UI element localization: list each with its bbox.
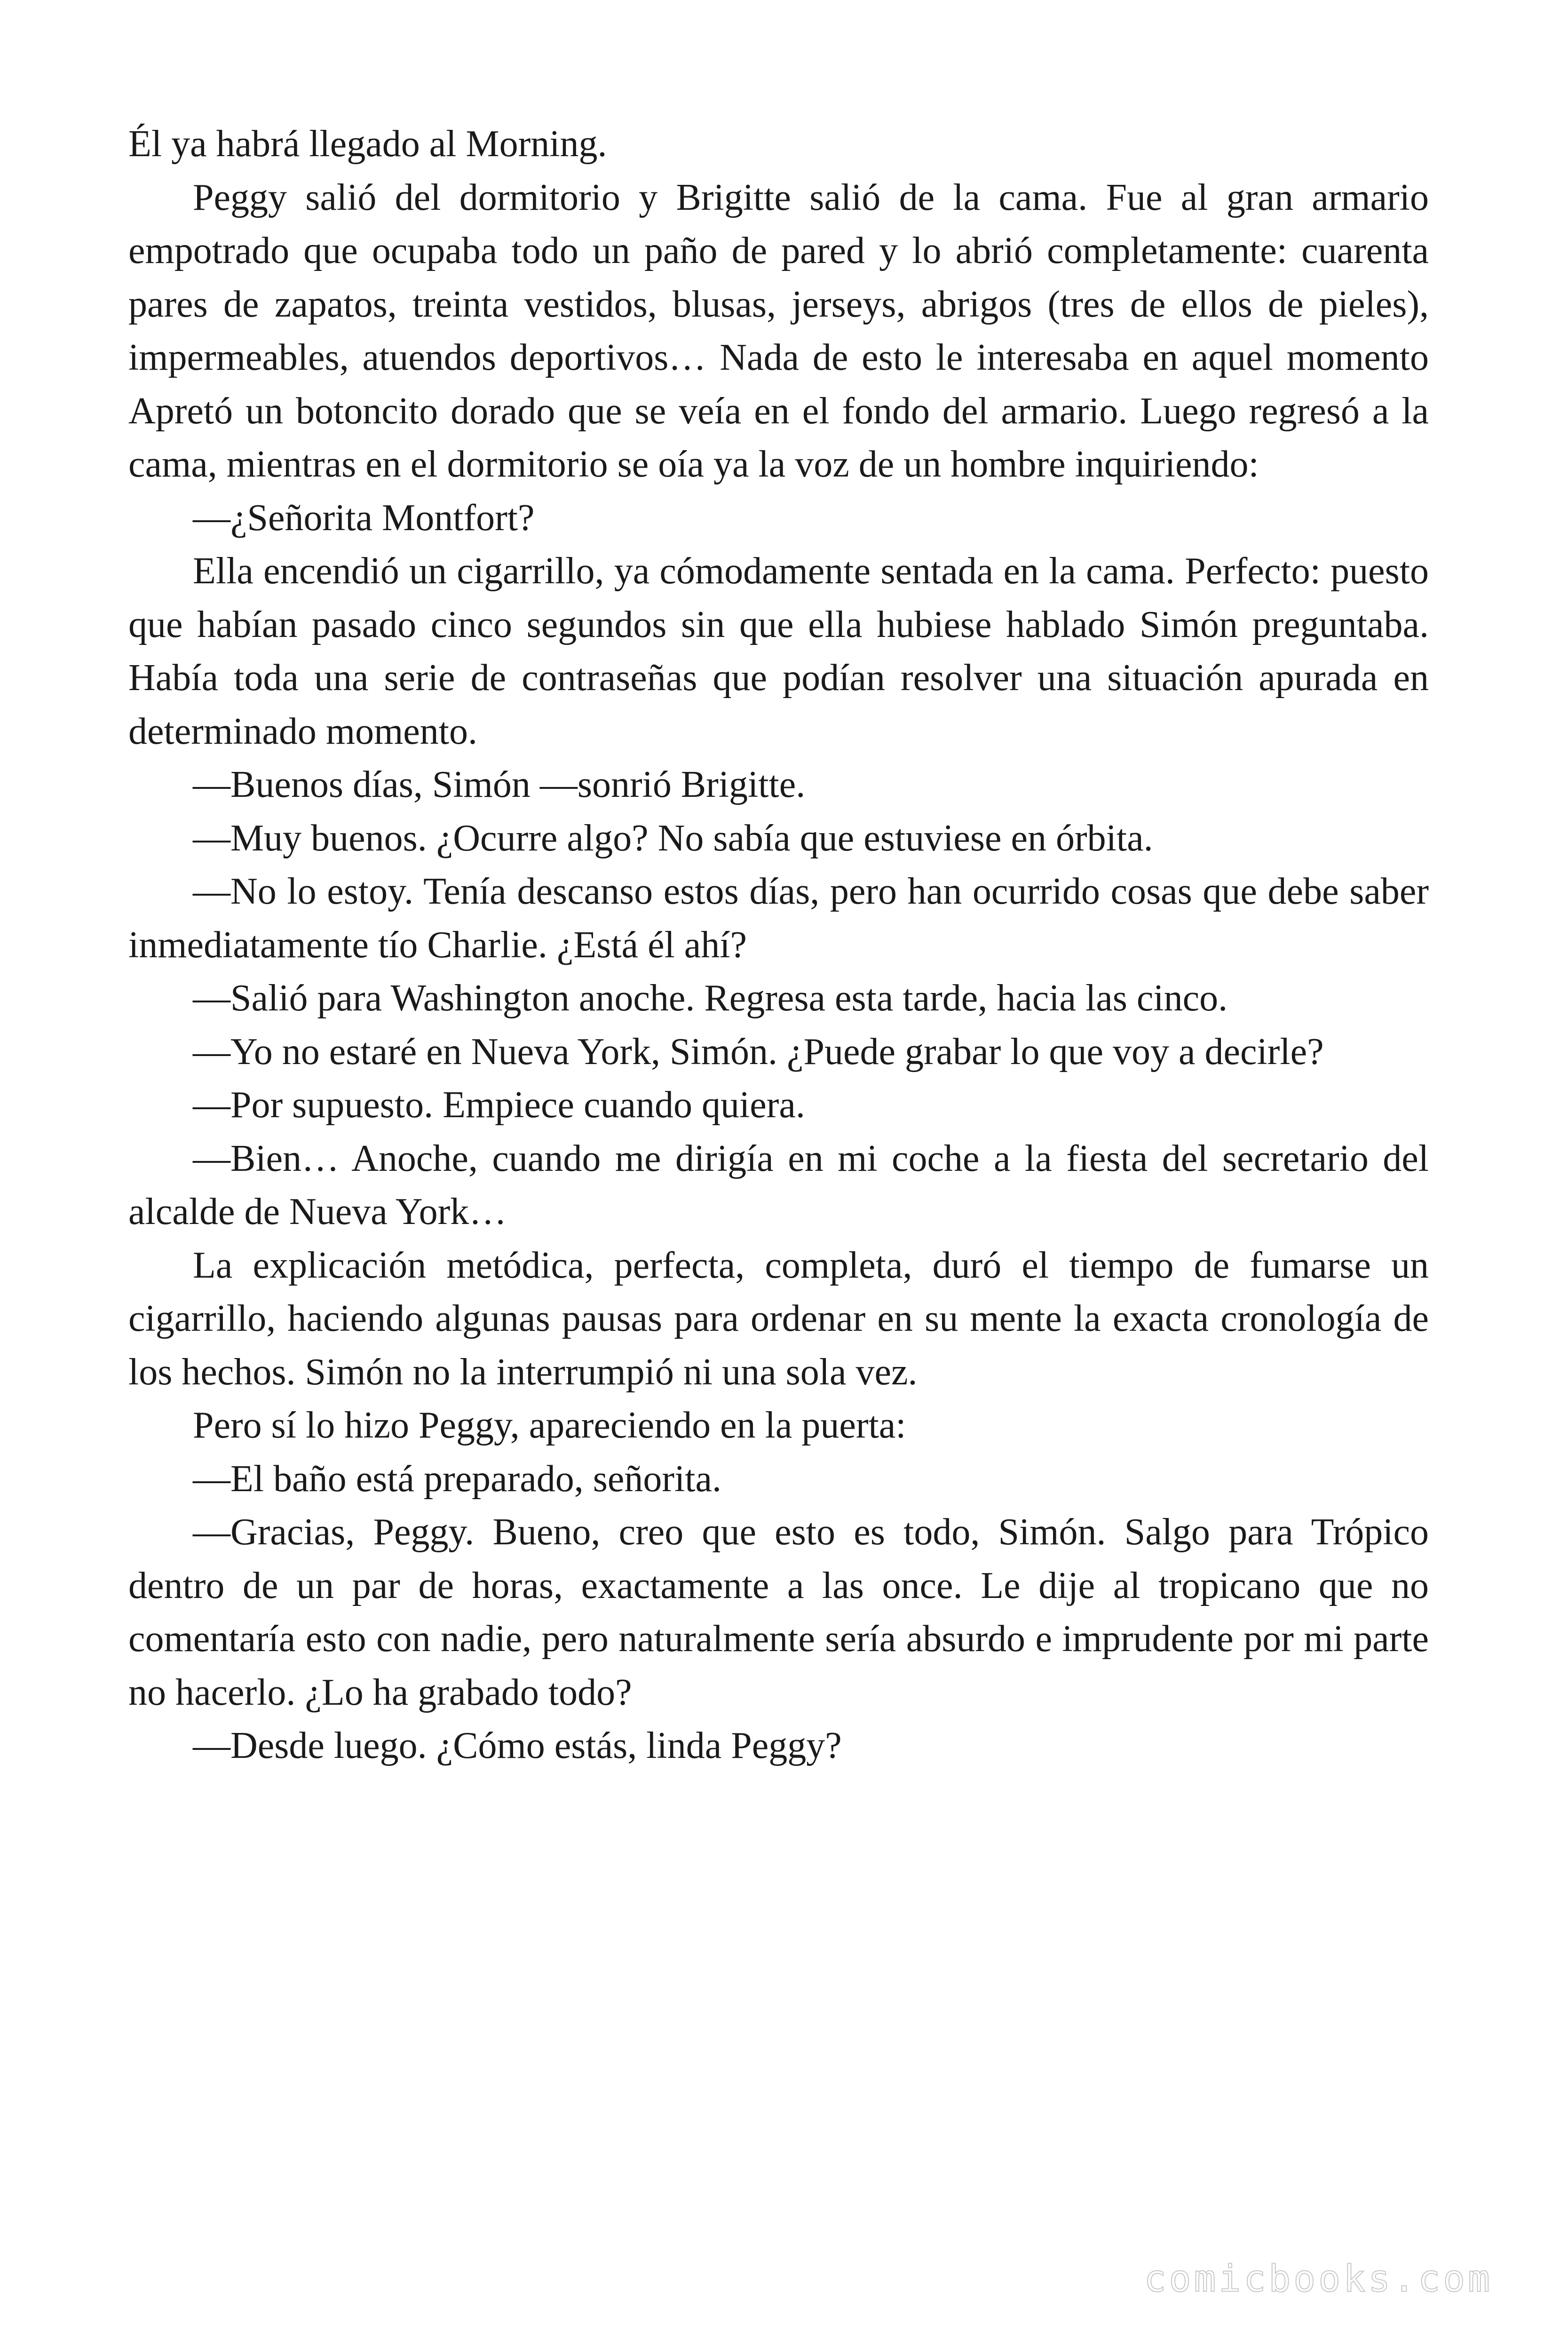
paragraph: —Yo no estaré en Nueva York, Simón. ¿Puede grabar lo que voy a decirle? bbox=[193, 1031, 1324, 1073]
paragraph: —Muy buenos. ¿Ocurre algo? No sabía que estuviese en órbita. bbox=[193, 817, 1153, 859]
paragraph: —El baño está preparado, señorita. bbox=[193, 1458, 722, 1500]
watermark: comicbooks.com bbox=[1144, 2258, 1493, 2300]
paragraph: —Por supuesto. Empiece cuando quiera. bbox=[193, 1084, 805, 1126]
paragraph: Peggy salió del dormitorio y Brigitte salió de la cama. Fue al gran armario empotrado que ocupaba todo un paño de pared y lo abrió completamente: cuarenta pares de zapatos, treinta vestidos, blusas, jerseys, abrigos (tres de ellos de pieles), impermeables, atuendos deportivos… Nada de esto le interesaba en aquel momento Apretó un botoncito dorado que se veía en el fondo del armario. Luego regresó a la cama, mientras en el dormitorio se oía ya la voz de un hombre inquiriendo: bbox=[128, 176, 1429, 485]
paragraph: —Buenos días, Simón —sonrió Brigitte. bbox=[193, 764, 806, 805]
paragraph: Él ya habrá llegado al Morning. bbox=[128, 123, 607, 165]
paragraph: —¿Señorita Montfort? bbox=[193, 497, 535, 539]
paragraph: —Bien… Anoche, cuando me dirigía en mi coche a la fiesta del secretario del alcalde de Nueva York… bbox=[128, 1137, 1429, 1232]
paragraph: La explicación metódica, perfecta, completa, duró el tiempo de fumarse un cigarrillo, haciendo algunas pausas para ordenar en su mente la exacta cronología de los hechos. Simón no la interrumpió ni una sola vez. bbox=[128, 1244, 1429, 1393]
paragraph: —Salió para Washington anoche. Regresa esta tarde, hacia las cinco. bbox=[193, 977, 1228, 1019]
paragraph: —Desde luego. ¿Cómo estás, linda Peggy? bbox=[193, 1725, 842, 1766]
paragraph: —No lo estoy. Tenía descanso estos días, pero han ocurrido cosas que debe saber inmediatamente tío Charlie. ¿Está él ahí? bbox=[128, 871, 1429, 966]
paragraph: —Gracias, Peggy. Bueno, creo que esto es todo, Simón. Salgo para Trópico dentro de un par de horas, exactamente a las once. Le dije al tropicano que no comentaría esto con nadie, pero naturalmente sería absurdo e imprudente por mi parte no hacerlo. ¿Lo ha grabado todo? bbox=[128, 1511, 1429, 1713]
body-text bbox=[128, 118, 1429, 1773]
paragraph: Ella encendió un cigarrillo, ya cómodamente sentada en la cama. Perfecto: puesto que habían pasado cinco segundos sin que ella hubiese hablado Simón preguntaba. Había toda una serie de contraseñas que podían resolver una situación apurada en determinado momento. bbox=[128, 550, 1429, 752]
paragraph: Pero sí lo hizo Peggy, apareciendo en la puerta: bbox=[193, 1405, 906, 1446]
